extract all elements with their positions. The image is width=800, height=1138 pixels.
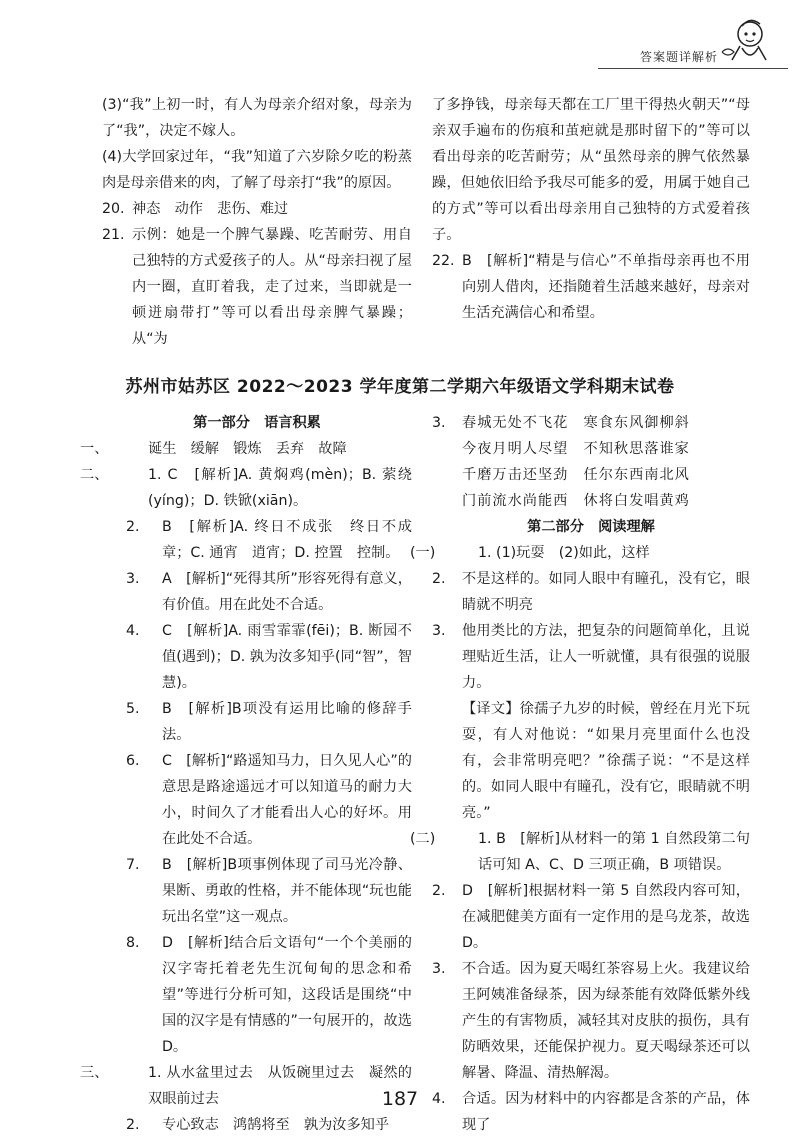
- answer-item: [432, 878, 750, 956]
- item-number: 3.: [432, 623, 446, 639]
- section-title-reading: 第二部分 阅读理解: [527, 519, 655, 535]
- answer-item: [432, 92, 750, 248]
- section-title-language: 第一部分 语言积累: [193, 415, 321, 431]
- poem-line: 门前流水尚能西 休将白发唱黄鸡: [462, 493, 690, 509]
- top-left-column: [102, 92, 412, 352]
- item-text: 合适。因为材料中的内容都是含茶的产品，体现了: [462, 1091, 750, 1133]
- answer-item: [102, 852, 412, 930]
- answer-item: [102, 618, 412, 696]
- item-text: 不合适。因为夏天喝红茶容易上火。我建议给王阿姨准备绿茶，因为绿茶能有效降低紫外线产生的有害物质，减轻其对皮肤的损伤，具有防晒效果，还能保护视力。夏天喝绿茶还可以解暑、降温、清热解渴。: [462, 961, 750, 1081]
- answer-item: [102, 514, 412, 566]
- item-text: C [解析]A. 雨雪霏霏(fēi)；B. 断园不值(遇到)；D. 孰为汝多知乎(同“智”，智慧)。: [162, 623, 412, 691]
- item-text: B [解析]B项没有运用比喻的修辞手法。: [162, 701, 412, 743]
- answer-item: [102, 222, 412, 352]
- answer-item: [432, 618, 750, 696]
- poem-line: 千磨万击还坚劲 任尔东西南北风: [462, 467, 690, 483]
- item-text: 诞生 缓解 锻炼 丢弃 故障: [148, 441, 347, 457]
- item-number: (一): [410, 545, 436, 561]
- item-text: 神态 动作 悲伤、难过: [132, 201, 289, 217]
- answer-item: [80, 462, 412, 514]
- answer-item: [410, 540, 750, 566]
- item-text: 专心致志 鸿鹄将至 孰为汝多知乎: [162, 1117, 390, 1133]
- item-text: 1. B [解析]从材料一的第 1 自然段第二句话可知 A、C、D 三项正确，B 项错误。: [478, 831, 750, 873]
- item-text: 1. (1)玩耍 (2)如此，这样: [478, 545, 650, 561]
- answer-item: [80, 436, 412, 462]
- item-number: 6.: [126, 753, 140, 769]
- item-text: A [解析]“死得其所”形容死得有意义，有价值。用在此处不合适。: [162, 571, 412, 613]
- page-number: 187: [381, 1088, 419, 1110]
- answer-item: [432, 248, 750, 326]
- item-text: (3)“我”上初一时，有人为母亲介绍对象，母亲为了“我”，决定不嫁人。: [102, 97, 412, 139]
- item-text: 1. C [解析]A. 黄焖鸡(mèn)；B. 萦绕(yíng)；D. 铁锨(xiān)。: [148, 467, 412, 509]
- answer-item: [102, 144, 412, 196]
- answer-item: [102, 696, 412, 748]
- poem-line: 春城无处不飞花 寒食东风御柳斜: [462, 415, 690, 431]
- item-number: 22.: [432, 253, 455, 269]
- answer-item: [102, 566, 412, 618]
- item-number: 3.: [432, 961, 446, 977]
- item-number: 2.: [432, 883, 446, 899]
- item-text: 1. 从水盆里过去 从饭碗里过去 凝然的双眼前过去: [148, 1065, 412, 1107]
- answer-item: [102, 1112, 412, 1138]
- exam-title: 苏州市姑苏区 2022～2023 学年度第二学期六年级语文学科期末试卷: [125, 377, 675, 397]
- answer-item: [410, 826, 750, 878]
- item-number: 2.: [432, 571, 446, 587]
- answer-item: [102, 196, 412, 222]
- answer-item: [432, 696, 750, 826]
- answer-item: [432, 956, 750, 1086]
- bottom-left-column: [80, 410, 412, 1138]
- item-number: 20.: [102, 201, 125, 217]
- item-number: 7.: [126, 857, 140, 873]
- poem-answer: [432, 410, 750, 514]
- item-text: (4)大学回家过年，“我”知道了六岁除夕吃的粉蒸肉是母亲借来的肉，了解了母亲打“我”的原因。: [102, 149, 412, 191]
- poem-line: 今夜月明人尽望 不知秋思落谁家: [462, 441, 690, 457]
- item-number: 5.: [126, 701, 140, 717]
- header-divider: [598, 68, 788, 69]
- item-text: D [解析]根据材料一第 5 自然段内容可知，在减肥健美方面有一定作用的是乌龙茶，故选 D。: [462, 883, 750, 951]
- item-number: 一、: [80, 441, 109, 457]
- bottom-right-column: [410, 410, 750, 1138]
- item-number: 二、: [80, 467, 109, 483]
- item-text: 了多挣钱，母亲每天都在工厂里干得热火朝天”“母亲双手遍布的伤痕和茧疤就是那时留下的”等可以看出母亲的吃苦耐劳；从“虽然母亲的脾气依然暴躁，但她依旧给予我尽可能多的爱，用属于她自己的方式”等可以看出母亲用自己独特的方式爱着孩子。: [432, 97, 750, 243]
- answer-item: [432, 566, 750, 618]
- item-number: (二): [410, 831, 436, 847]
- mascot-logo-icon: [712, 12, 772, 68]
- item-number: 3.: [126, 571, 140, 587]
- answer-item: [102, 930, 412, 1060]
- item-text: B [解析]“精是与信心”不单指母亲再也不用向别人借肉，还指随着生活越来越好，母亲对生活充满信心和希望。: [462, 253, 750, 321]
- answer-item: [102, 92, 412, 144]
- item-number: 2.: [126, 1117, 140, 1133]
- top-right-column: [432, 92, 750, 326]
- item-number: 2.: [126, 519, 140, 535]
- item-number: 4.: [432, 1091, 446, 1107]
- header-title: 答案题详解析: [639, 50, 718, 64]
- item-text: D [解析]结合后文语句“一个个美丽的汉字寄托着老先生沉甸甸的思念和希望”等进行分析可知，这段话是围绕“中国的汉字是有情感的”一句展开的，故选 D。: [162, 935, 412, 1055]
- item-number: 4.: [126, 623, 140, 639]
- item-number: 21.: [102, 227, 125, 243]
- item-text: 不是这样的。如同人眼中有瞳孔，没有它，眼睛就不明亮: [462, 571, 750, 613]
- answer-item: [102, 748, 412, 852]
- item-number: 三、: [80, 1065, 109, 1081]
- item-text: B [解析]B项事例体现了司马光冷静、果断、勇敢的性格，并不能体现“玩也能玩出名堂”这一观点。: [162, 857, 412, 925]
- item-number: 3.: [432, 415, 446, 431]
- item-text: 【译文】徐孺子九岁的时候，曾经在月光下玩耍，有人对他说：“如果月亮里面什么也没有，会非常明亮吧？”徐孺子说：“不是这样的。如同人眼中有瞳孔，没有它，眼睛就不明亮。”: [462, 701, 750, 821]
- item-text: 他用类比的方法，把复杂的问题简单化，且说理贴近生活，让人一听就懂，具有很强的说服力。: [462, 623, 750, 691]
- item-text: 示例：她是一个脾气暴躁、吃苦耐劳、用自己独特的方式爱孩子的人。从“母亲扫视了屋内一圈，直盯着我，走了过来，当即就是一顿迸扇带打”等可以看出母亲脾气暴躁；从“为: [132, 227, 412, 347]
- item-text: C [解析]“路遥知马力，日久见人心”的意思是路途遥远才可以知道马的耐力大小，时间久了才能看出人心的好坏。用在此处不合适。: [162, 753, 412, 847]
- item-text: B [解析]A. 终日不成张 终日不成章；C. 通宵 逍宵；D. 控置 控制。: [162, 519, 412, 561]
- item-number: 8.: [126, 935, 140, 951]
